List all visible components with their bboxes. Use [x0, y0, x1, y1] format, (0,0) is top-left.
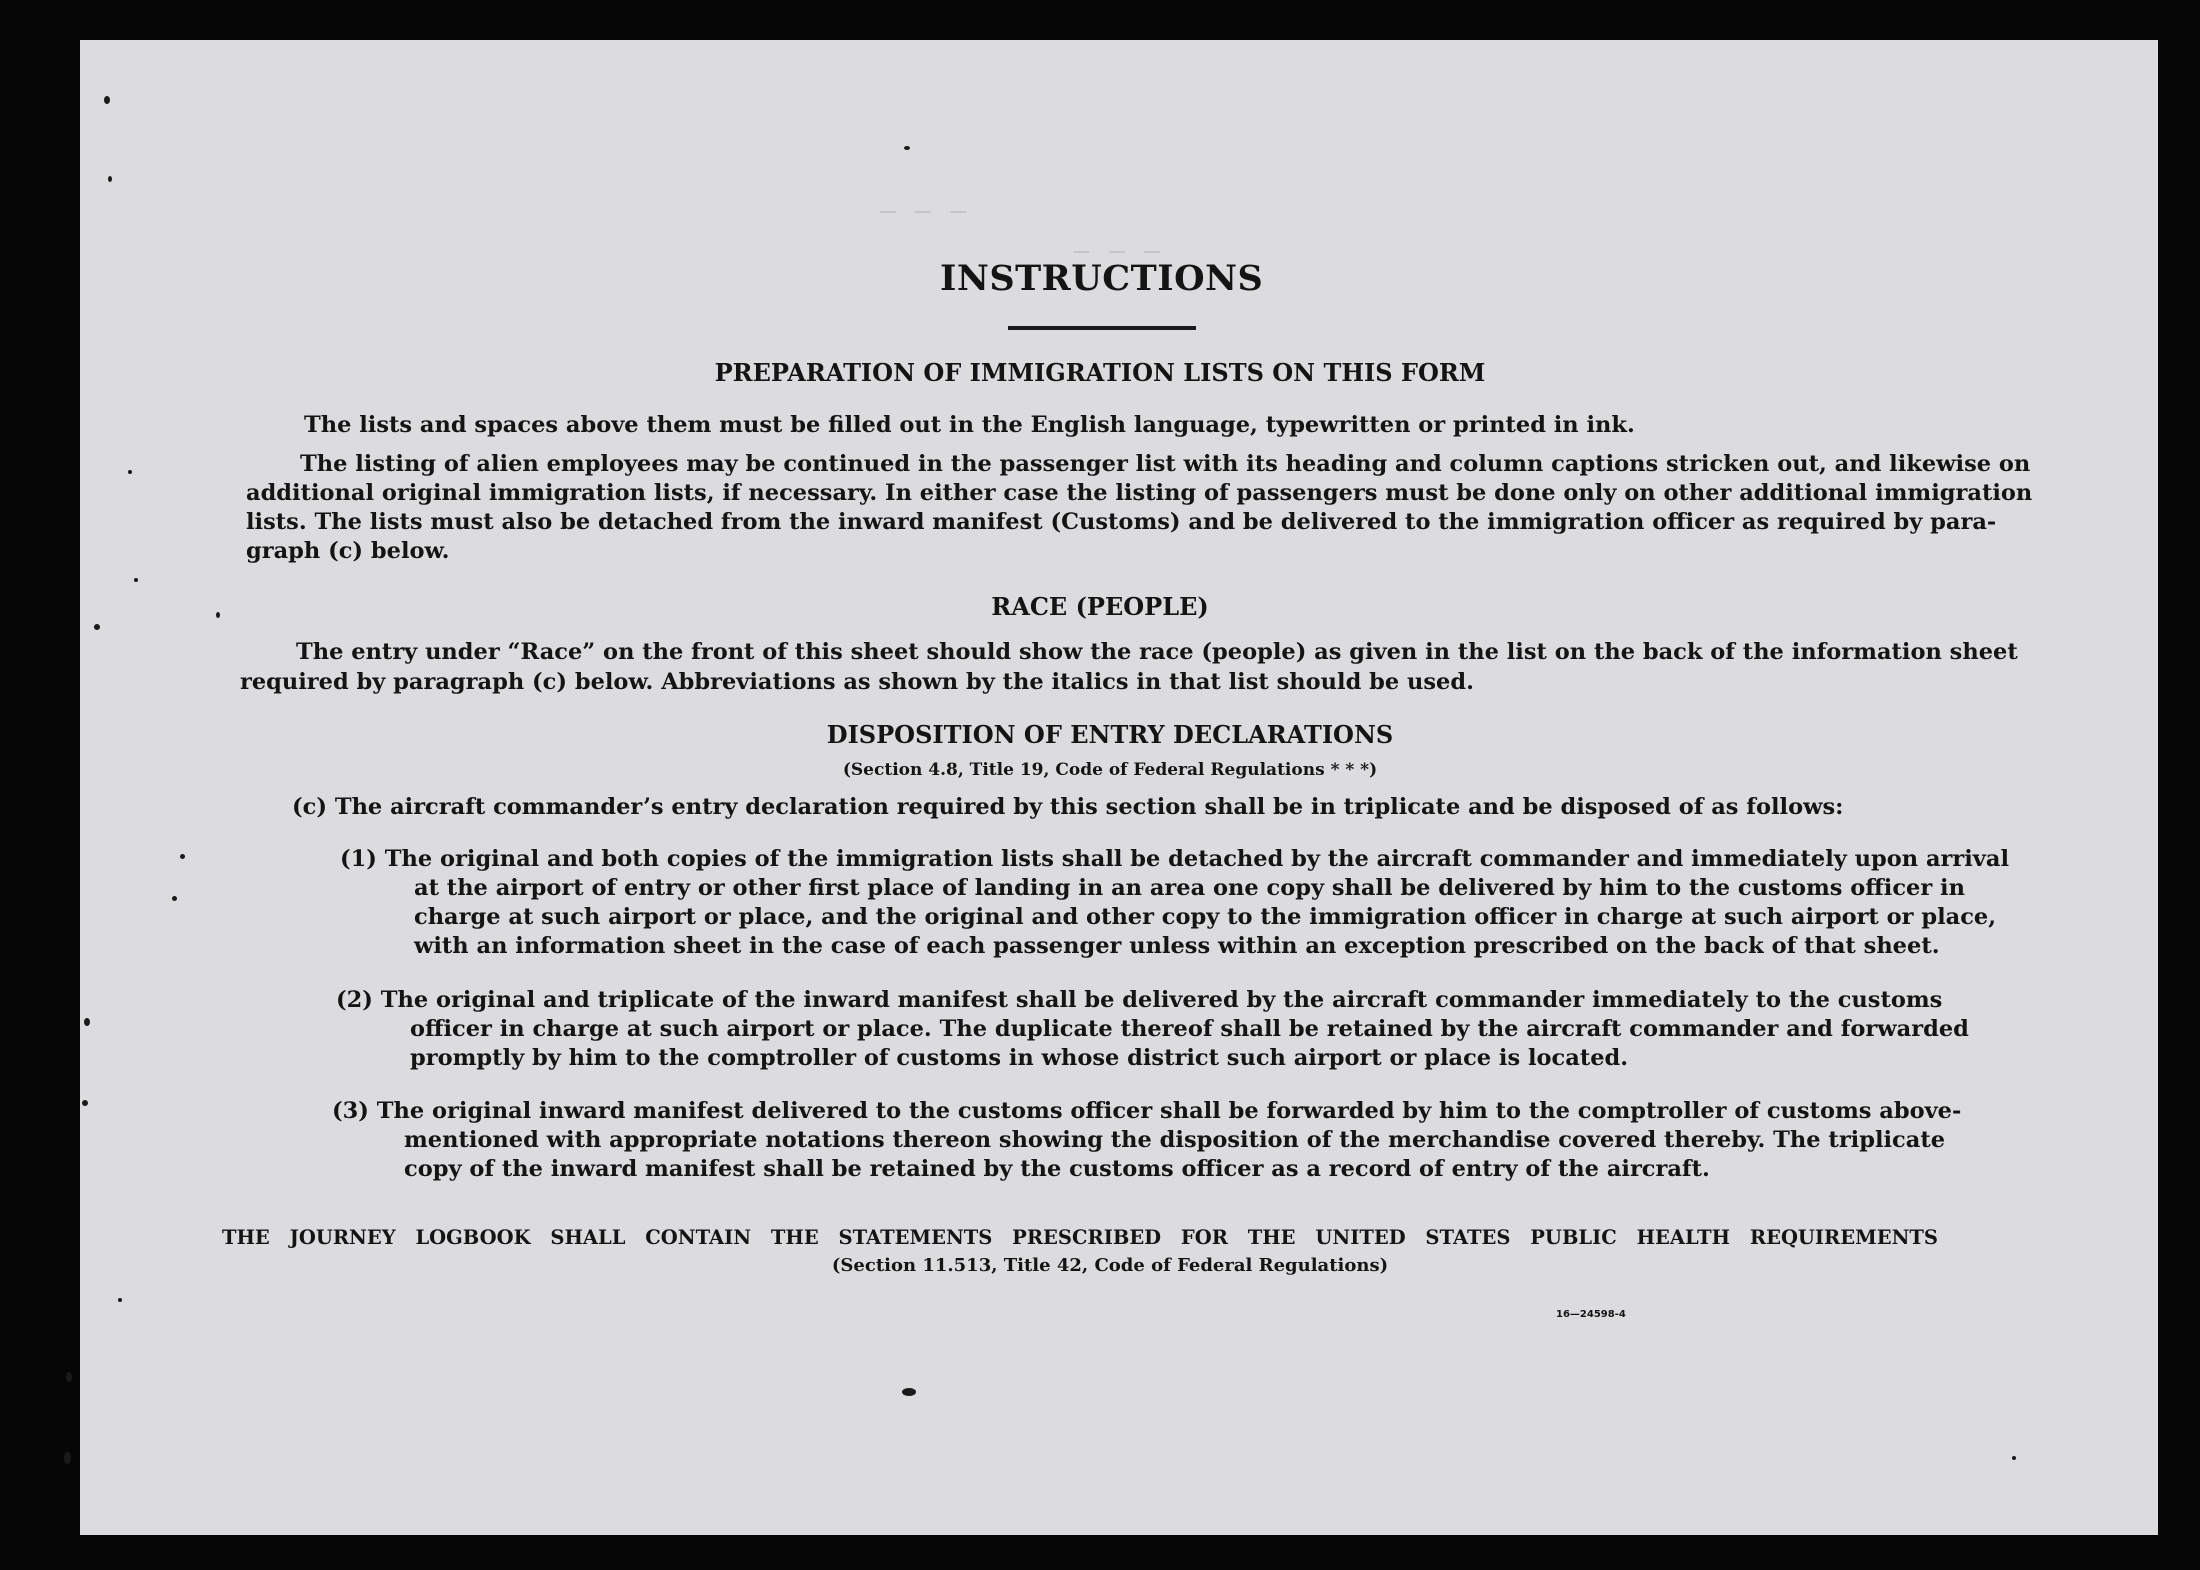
item-2-line: officer in charge at such airport or place. The duplicate thereof shall be retained by the aircraft commander and forwarded	[410, 1016, 1969, 1042]
margin-speck	[180, 854, 185, 859]
section-subheading-regulation: (Section 4.8, Title 19, Code of Federal Regulations * * *)	[842, 760, 1378, 780]
item-1-line: charge at such airport or place, and the original and other copy to the immigration officer in charge at such airport or place,	[414, 904, 1997, 930]
paragraph-race-line: The entry under “Race” on the front of this sheet should show the race (people) as given in the list on the back of the information sheet	[296, 639, 2018, 665]
margin-speck	[66, 1372, 72, 1382]
footer-heading-logbook: THE JOURNEY LOGBOOK SHALL CONTAIN THE STATEMENTS PRESCRIBED FOR THE UNITED STATES PUBLIC HEALTH REQUIREMENTS	[222, 1226, 1938, 1249]
item-1-line: at the airport of entry or other first place of landing in an area one copy shall be delivered by him to the customs officer in	[414, 875, 1965, 901]
paragraph-c-intro: (c) The aircraft commander’s entry declaration required by this section shall be in triplicate and be disposed of as follows:	[292, 794, 1844, 820]
item-2-line: (2) The original and triplicate of the inward manifest shall be delivered by the aircraft commander immediately to the customs	[336, 987, 1943, 1013]
margin-speck	[2012, 1456, 2016, 1460]
section-heading-immigration-lists: PREPARATION OF IMMIGRATION LISTS ON THIS FORM	[714, 358, 1486, 387]
item-3-line: mentioned with appropriate notations thereon showing the disposition of the merchandise covered thereby. The triplicate	[404, 1127, 1946, 1153]
margin-speck	[128, 470, 132, 474]
section-heading-race: RACE (PEOPLE)	[991, 592, 1209, 621]
margin-speck	[94, 624, 100, 630]
item-1-line: (1) The original and both copies of the immigration lists shall be detached by the aircraft commander and immediately upon arrival	[340, 846, 2010, 872]
paragraph-alien-employees-line: graph (c) below.	[246, 538, 450, 564]
paragraph-alien-employees-line: The listing of alien employees may be continued in the passenger list with its heading and column captions stricken out, and likewise on	[300, 451, 2031, 477]
margin-speck	[82, 1100, 88, 1106]
item-3-line: copy of the inward manifest shall be retained by the customs officer as a record of entry of the aircraft.	[404, 1156, 1710, 1182]
form-number: 16—24598-4	[1556, 1309, 1626, 1320]
title-underline	[1008, 326, 1196, 330]
margin-speck	[134, 578, 138, 582]
section-heading-disposition: DISPOSITION OF ENTRY DECLARATIONS	[826, 720, 1394, 749]
bleed-through-mark: — — —	[880, 196, 1333, 226]
footer-subheading-regulation: (Section 11.513, Title 42, Code of Federal Regulations)	[831, 1255, 1389, 1276]
paragraph-alien-employees-line: additional original immigration lists, if necessary. In either case the listing of passengers must be done only on other additional immigration	[246, 480, 2033, 506]
item-3-line: (3) The original inward manifest delivered to the customs officer shall be forwarded by him to the comptroller of customs above-	[332, 1098, 1962, 1124]
page-title: INSTRUCTIONS	[940, 258, 1264, 299]
margin-speck	[216, 612, 220, 618]
item-2-line: promptly by him to the comptroller of customs in whose district such airport or place is located.	[410, 1045, 1629, 1071]
paragraph-race-line: required by paragraph (c) below. Abbreviations as shown by the italics in that list should be used.	[240, 669, 1474, 695]
paragraph-alien-employees-line: lists. The lists must also be detached from the inward manifest (Customs) and be delivered to the immigration officer as required by para-	[246, 509, 1997, 535]
paragraph-english-language: The lists and spaces above them must be filled out in the English language, typewritten or printed in ink.	[304, 412, 1635, 438]
item-1-line: with an information sheet in the case of each passenger unless within an exception prescribed on the back of that sheet.	[414, 933, 1940, 959]
margin-speck	[84, 1018, 90, 1026]
bleed-through-mark: ‒ ‒ ‒	[860, 236, 1162, 266]
margin-speck	[64, 1452, 71, 1464]
margin-speck	[108, 176, 112, 182]
margin-speck	[104, 96, 110, 104]
margin-speck	[902, 1388, 916, 1396]
margin-speck	[118, 1298, 122, 1302]
margin-speck	[172, 896, 177, 901]
margin-speck	[904, 146, 910, 150]
